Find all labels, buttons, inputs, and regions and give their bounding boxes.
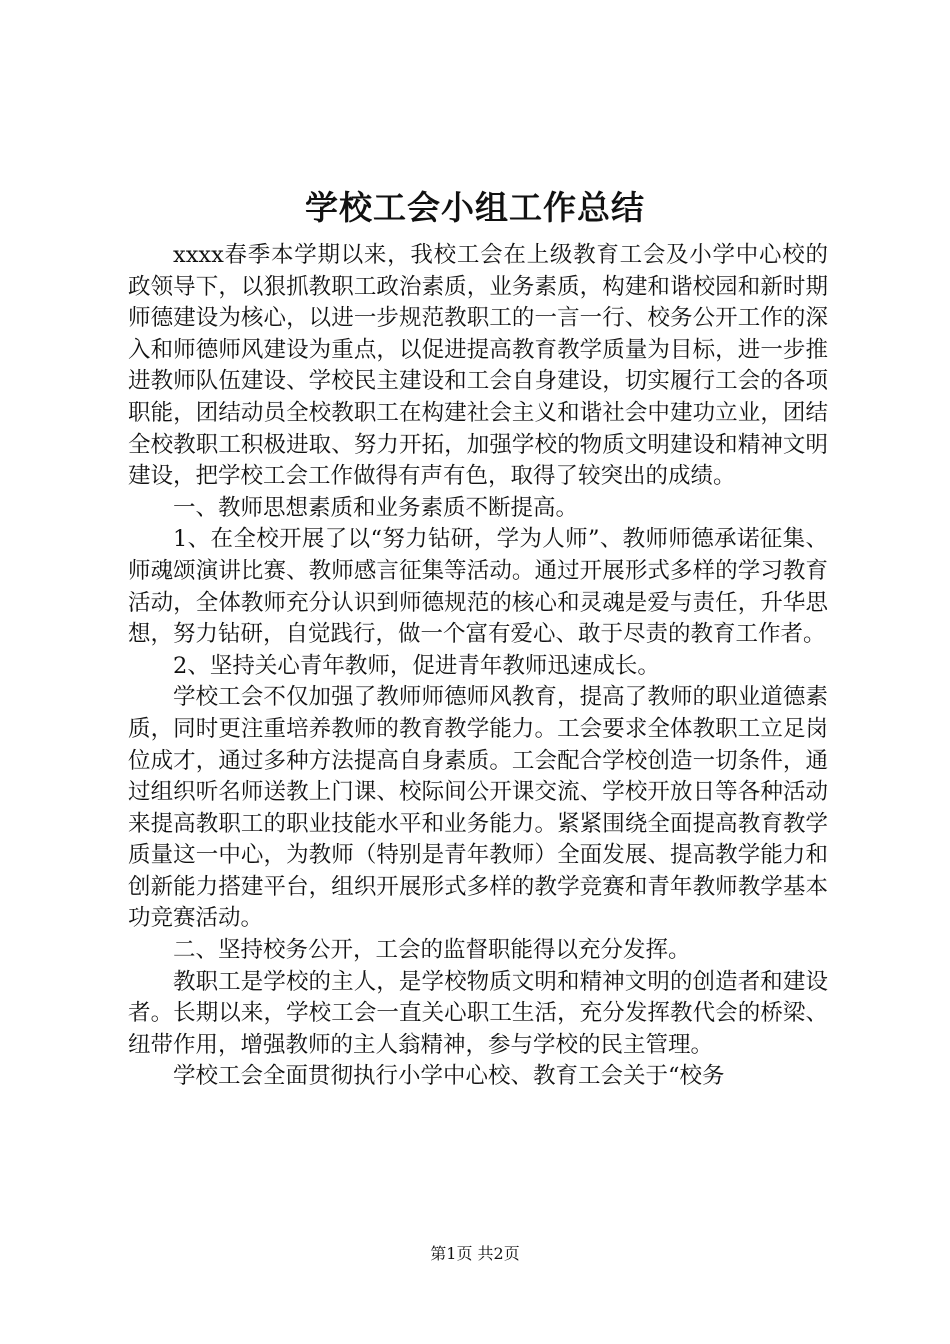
paragraph-intro: xxxx春季本学期以来，我校工会在上级教育工会及小学中心校的政领导下，以狠抓教职工政治素质，业务素质，构建和谐校园和新时期师德建设为核心，以进一步规范教职工的一言一行、校务公开工作的深入和师德师风建设为重点，以促进提高教育教学质量为目标，进一步推进教师队伍建设、学校民主建设和工会自身建设，切实履行工会的各项职能，团结动员全校教职工在构建社会主义和谐社会中建功立业，团结全校教职工积极进取、努力开拓，加强学校的物质文明建设和精神文明建设，把学校工会工作做得有声有色，取得了较突出的成绩。 — [128, 242, 828, 490]
page-number-footer: 第1页 共2页 — [430, 1244, 520, 1263]
paragraph-staff-owners: 教职工是学校的主人，是学校物质文明和精神文明的创造者和建设者。长期以来，学校工会一直关心职工生活，充分发挥教代会的桥梁、纽带作用，增强教师的主人翁精神，参与学校的民主管理。 — [128, 968, 828, 1058]
document-title: 学校工会小组工作总结 — [305, 188, 645, 227]
paragraph-school-affairs: 学校工会全面贯彻执行小学中心校、教育工会关于“校务 — [173, 1063, 725, 1090]
document-body — [128, 240, 828, 1093]
section-heading-2: 二、坚持校务公开，工会的监督职能得以充分发挥。 — [173, 937, 691, 964]
paragraph-teacher-growth: 学校工会不仅加强了教师师德师风教育，提高了教师的职业道德素质，同时更注重培养教师的教育教学能力。工会要求全体教职工立足岗位成才，通过多种方法提高自身素质。工会配合学校创造一切条件，通过组织听名师送教上门课、校际间公开课交流、学校开放日等各种活动来提高教职工的职业技能水平和业务能力。紧紧围绕全面提高教育教学质量这一中心，为教师（特别是青年教师）全面发展、提高教学能力和创新能力搭建平台，组织开展形式多样的教学竞赛和青年教师教学基本功竞赛活动。 — [128, 684, 828, 932]
paragraph-item-1: 1、在全校开展了以“努力钻研，学为人师”、教师师德承诺征集、师魂颂演讲比赛、教师感言征集等活动。通过开展形式多样的学习教育活动，全体教师充分认识到师德规范的核心和灵魂是爱与责任，升华思想，努力钻研，自觉践行，做一个富有爱心、敢于尽责的教育工作者。 — [128, 526, 828, 648]
section-heading-1: 一、教师思想素质和业务素质不断提高。 — [173, 494, 579, 521]
paragraph-item-2: 2、坚持关心青年教师，促进青年教师迅速成长。 — [173, 652, 660, 679]
